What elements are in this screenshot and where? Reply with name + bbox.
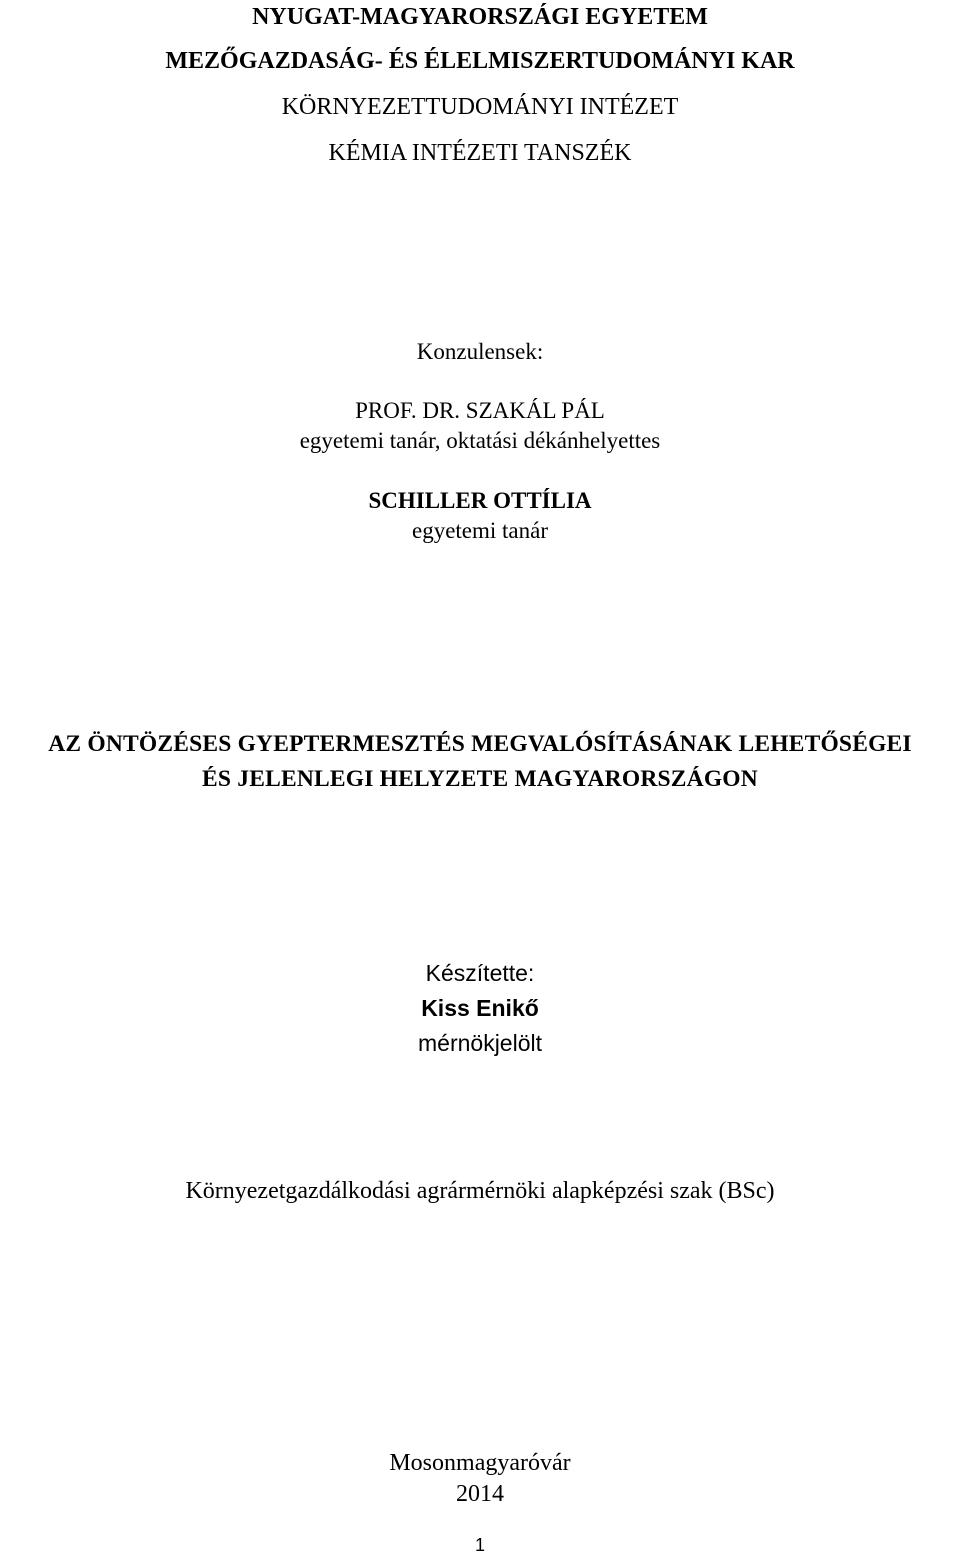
consultant-1-name: PROF. DR. SZAKÁL PÁL: [355, 398, 605, 423]
consultant-1-role: egyetemi tanár, oktatási dékánhelyettes: [299, 428, 661, 453]
consultants-label: Konzulensek:: [416, 339, 544, 364]
faculty-name: MEZŐGAZDASÁG- ÉS ÉLELMISZERTUDOMÁNYI KAR: [165, 48, 795, 74]
city: Mosonmagyaróvár: [389, 1450, 571, 1476]
thesis-title-line-2: ÉS JELENLEGI HELYZETE MAGYARORSZÁGON: [202, 766, 758, 792]
thesis-title-line-1: AZ ÖNTÖZÉSES GYEPTERMESZTÉS MEGVALÓSÍTÁSÁNAK LEHETŐSÉGEI: [48, 731, 912, 757]
consultant-2-role: egyetemi tanár: [411, 518, 548, 543]
author-name: Kiss Enikő: [421, 995, 539, 1021]
author-label: Készítette:: [425, 960, 535, 986]
consultant-2-name: SCHILLER OTTÍLIA: [368, 488, 592, 513]
page-number: 1: [474, 1535, 485, 1555]
department-name: KÉMIA INTÉZETI TANSZÉK: [328, 140, 632, 166]
institute-name: KÖRNYEZETTUDOMÁNYI INTÉZET: [281, 94, 679, 120]
degree-program: Környezetgazdálkodási agrármérnöki alapképzési szak (BSc): [185, 1178, 775, 1204]
university-name: NYUGAT-MAGYARORSZÁGI EGYETEM: [252, 4, 708, 30]
year: 2014: [456, 1481, 504, 1507]
author-role: mérnökjelölt: [418, 1030, 542, 1056]
